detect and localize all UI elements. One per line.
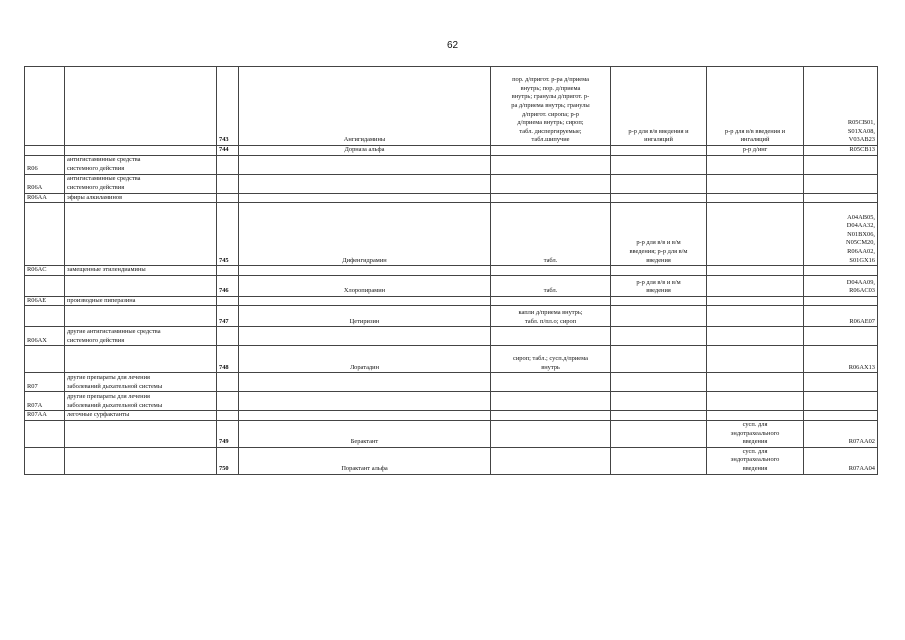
parenteral-form-cell [611,193,707,203]
table-row [25,266,878,276]
inhalation-form-cell [707,266,804,276]
parenteral-form-cell [611,411,707,421]
oral-form-cell: капли д/приема внутрь; табл. п/пл.о; сироп [491,306,611,327]
inhalation-form-cell [707,193,804,203]
atc-code-cell [25,146,65,156]
oral-form-cell [491,392,611,411]
atc-group-cell [65,203,217,266]
atc-group-cell: легочные сурфактанты [65,411,217,421]
atc-code-cell [25,420,65,447]
oral-form-cell [491,420,611,447]
oral-form-cell: табл. [491,203,611,266]
parenteral-form-cell: р-р для в/в и в/м введения; р-р для в/м введения [611,203,707,266]
oral-form-cell [491,193,611,203]
row-number-cell [217,411,239,421]
drug-name-cell [239,174,491,193]
parenteral-form-cell [611,420,707,447]
inhalation-form-cell [707,306,804,327]
inhalation-form-cell: р-р для в/в введения и ингаляций [707,67,804,146]
inhalation-form-cell [707,373,804,392]
table-row [25,411,878,421]
parenteral-form-cell [611,296,707,306]
drug-name-cell [239,266,491,276]
inhalation-form-cell [707,296,804,306]
drug-name-cell: Дифенгидрамин [239,203,491,266]
table-row [25,306,878,327]
table-row [25,447,878,474]
code-list-cell [804,392,878,411]
table-row [25,275,878,296]
row-number-cell: 746 [217,275,239,296]
drug-name-cell [239,327,491,346]
drug-name-cell: Ангигидамины [239,67,491,146]
row-number-cell: 748 [217,346,239,373]
code-list-cell: R05CB13 [804,146,878,156]
atc-code-cell: R06AX [25,327,65,346]
atc-group-cell: другие антигистаминные средства системного действия [65,327,217,346]
row-number-cell [217,266,239,276]
parenteral-form-cell [611,392,707,411]
oral-form-cell [491,174,611,193]
drug-name-cell [239,411,491,421]
page-number: 62 [446,40,459,51]
atc-group-cell: другие препараты для лечения заболеваний дыхательной системы [65,392,217,411]
inhalation-form-cell [707,203,804,266]
table-row [25,327,878,346]
atc-code-cell: R06AE [25,296,65,306]
code-list-cell [804,327,878,346]
drug-name-cell: Цетиризин [239,306,491,327]
code-list-cell: R06AE07 [804,306,878,327]
atc-group-cell: замещенные этилендиамины [65,266,217,276]
parenteral-form-cell [611,373,707,392]
row-number-cell [217,296,239,306]
drug-name-cell [239,193,491,203]
inhalation-form-cell [707,174,804,193]
parenteral-form-cell [611,346,707,373]
code-list-cell [804,193,878,203]
atc-code-cell: R07A [25,392,65,411]
code-list-cell: D04AA09, R06AC03 [804,275,878,296]
code-list-cell [804,296,878,306]
oral-form-cell [491,447,611,474]
atc-code-cell: R06 [25,155,65,174]
code-list-cell [804,266,878,276]
inhalation-form-cell: сусп. для эндотрахеального введения [707,447,804,474]
row-number-cell: 743 [217,67,239,146]
oral-form-cell: сироп; табл.; сусп.д/приема внутрь [491,346,611,373]
oral-form-cell [491,146,611,156]
inhalation-form-cell [707,155,804,174]
atc-group-cell [65,447,217,474]
oral-form-cell [491,411,611,421]
code-list-cell [804,155,878,174]
atc-group-cell: антигистаминные средства системного действия [65,155,217,174]
inhalation-form-cell [707,392,804,411]
code-list-cell: A04AB05, D04AA32, N01BX06, N05CM20, R06AA02, S01GX16 [804,203,878,266]
atc-group-cell [65,306,217,327]
row-number-cell: 750 [217,447,239,474]
table-row [25,373,878,392]
atc-group-cell: производные пиперазина [65,296,217,306]
table-row [25,346,878,373]
oral-form-cell [491,296,611,306]
row-number-cell: 745 [217,203,239,266]
atc-code-cell [25,275,65,296]
oral-form-cell [491,327,611,346]
atc-code-cell [25,346,65,373]
atc-group-cell [65,346,217,373]
atc-code-cell [25,67,65,146]
drug-name-cell: Дорназа альфа [239,146,491,156]
atc-group-cell: антигистаминные средства системного действия [65,174,217,193]
atc-code-cell: R06AA [25,193,65,203]
parenteral-form-cell: р-р для в/в введения и ингаляций [611,67,707,146]
inhalation-form-cell [707,411,804,421]
row-number-cell [217,327,239,346]
parenteral-form-cell [611,266,707,276]
table-row [25,296,878,306]
inhalation-form-cell: сусп. для эндотрахеального введения [707,420,804,447]
atc-code-cell [25,203,65,266]
parenteral-form-cell [611,327,707,346]
drug-name-cell [239,296,491,306]
drug-name-cell: Порактант альфа [239,447,491,474]
oral-form-cell [491,373,611,392]
row-number-cell [217,174,239,193]
atc-group-cell [65,275,217,296]
atc-code-cell: R07AA [25,411,65,421]
table-row [25,420,878,447]
row-number-cell [217,392,239,411]
drug-name-cell: Берактант [239,420,491,447]
oral-form-cell [491,155,611,174]
table-row [25,67,878,146]
oral-form-cell: табл. [491,275,611,296]
parenteral-form-cell: р-р для в/в и в/м введения [611,275,707,296]
parenteral-form-cell [611,447,707,474]
atc-group-cell [65,146,217,156]
atc-group-cell: другие препараты для лечения заболеваний дыхательной системы [65,373,217,392]
table-row [25,193,878,203]
parenteral-form-cell [611,306,707,327]
atc-group-cell [65,67,217,146]
inhalation-form-cell [707,327,804,346]
table-row [25,203,878,266]
row-number-cell: 749 [217,420,239,447]
parenteral-form-cell [611,155,707,174]
table-row [25,155,878,174]
drug-name-cell [239,392,491,411]
parenteral-form-cell [611,174,707,193]
row-number-cell [217,193,239,203]
atc-group-cell [65,420,217,447]
row-number-cell [217,373,239,392]
inhalation-form-cell [707,346,804,373]
atc-code-cell: R07 [25,373,65,392]
code-list-cell: R07AA02 [804,420,878,447]
atc-code-cell [25,447,65,474]
code-list-cell: R06AX13 [804,346,878,373]
code-list-cell [804,174,878,193]
inhalation-form-cell: р-р д/инг [707,146,804,156]
atc-code-cell: R06AC [25,266,65,276]
atc-code-cell: R06A [25,174,65,193]
inhalation-form-cell [707,275,804,296]
code-list-cell: R05CB01, S01XA08, V03AB23 [804,67,878,146]
table-row [25,174,878,193]
code-list-cell [804,373,878,392]
drug-name-cell [239,155,491,174]
drug-name-cell: Лоратадин [239,346,491,373]
atc-code-cell [25,306,65,327]
row-number-cell [217,155,239,174]
table-row [25,146,878,156]
row-number-cell: 747 [217,306,239,327]
drug-table [24,66,878,475]
oral-form-cell: пор. д/пригот. р-ра д/приема внутрь; пор. д/приема внутрь; гранулы д/пригот. р- ра д/приема внутрь; гранулы д/пригот. сиропа; р-р д/приема внутрь; сироп; табл. диспергируемые; табл.шипучие [491,67,611,146]
drug-name-cell [239,373,491,392]
code-list-cell [804,411,878,421]
drug-name-cell: Хлоропирамин [239,275,491,296]
code-list-cell: R07AA04 [804,447,878,474]
row-number-cell: 744 [217,146,239,156]
atc-group-cell: эфиры алкиламинов [65,193,217,203]
table-row [25,392,878,411]
parenteral-form-cell [611,146,707,156]
oral-form-cell [491,266,611,276]
